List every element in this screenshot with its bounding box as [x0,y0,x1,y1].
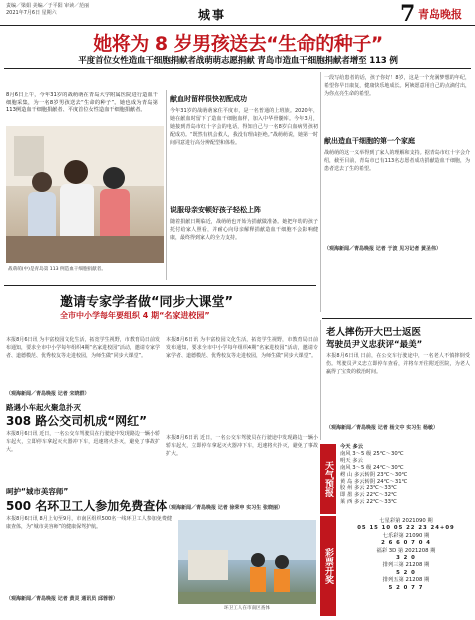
story3-byline: （观海新闻／青岛晚报 记者 徐荣申 实习生 张晓丽） [166,505,283,511]
weather-details [340,444,470,506]
section-title: 城事 [198,8,227,22]
lottery-row: 2 6 6 0 7 0 4 [381,540,431,547]
weather-row: 明天 多云 [340,457,363,464]
column-divider [166,90,167,280]
story2-text: 本报8月6日讯 为丰富校园文化生活，拓宽学生视野，市教育局日前发布通知，要求全市中小学每年组织4期“名家进校园”活动，邀请专家学者、道德模范、优秀校友等走进校园，为师生做“同步大课堂”。 [6,337,160,359]
story1-text-2: 随着捐献日期临近，战萌萌也开始为捐献做准备。她把年幼的孩子托付给家人照看，并耐心向母亲解释捐献造血干细胞不会影响健康，最终得到家人的全力支持。 [170,219,318,241]
story3-body [6,430,160,476]
story1-byline: （观海新闻／青岛晚报 记者 于波 见习记者 黄圣伟） [324,246,441,252]
story3-subheadline: 308 路公交司机成“网红” [6,414,148,428]
divider [4,68,471,69]
story3-continued-text: 本报8月6日讯 近日，一名公交车驾驶员在行驶途中发现路边一辆小轿车起火，立即停车拿起灭火器冲下车，迅速将火扑灭，避免了事故扩大。 [166,435,318,457]
story3-text: 本报8月6日讯 近日，一名公交车驾驶员在行驶途中发现路边一辆小轿车起火，立即停车拿起灭火器冲下车，迅速将火扑灭，避免了事故扩大。 [6,431,160,453]
photo-caption: 战萌萌(中)是青岛第 113 例造血干细胞捐献者。 [8,267,106,272]
story2-headline: 邀请专家学者做“同步大课堂” [60,295,234,310]
story1-subhead-3: 献出造血干细胞的第一个家庭 [324,137,415,145]
story1-column-3 [324,74,470,263]
weather-row: 南风 3～5 级 24℃～30℃ [340,464,404,471]
page-number: 7 [400,1,416,27]
story4-byline: （观海新闻／青岛晚报 记者 黄灵 通讯员 邱蓉蓉） [6,596,118,602]
story4-body [6,515,172,613]
story2-continued-text: 本报8月6日讯 为丰富校园文化生活，拓宽学生视野，市教育局日前发布通知，要求全市中小学每年组织4期“名家进校园”活动，邀请专家学者、道德模范、优秀校友等走进校园，为师生做“同步大课堂”。 [166,337,318,359]
photo-illustration [178,520,316,604]
lottery-label: 彩票开奖 [320,516,336,616]
story1-text-3: 一段写给患者的话，孩子你好！8岁，这是一个充满梦想的年纪，希望你早日康复，健康快乐地成长。阿姨愿意用自己的点滴付出，为你点亮生命的希望。 [324,75,470,97]
story1-subhead-2: 说服母亲安顿好孩子轻松上阵 [170,206,261,214]
sanitation-photo [178,520,316,604]
date-line: 2021年7月6日 星期六 [6,10,57,16]
lottery-details [342,518,470,592]
divider [4,285,316,286]
story4-text: 本报8月6日讯 8月上旬至9月，市南区组织500名一线环卫工人参加免费健康查体，为“城市美容师”的健康保驾护航。 [6,516,172,530]
divider [322,318,472,319]
lottery-row: 排列五第 21208 期 [382,577,430,584]
lottery-row: 福彩 3D 第 2021208 期 [376,547,436,554]
lead-paragraph: 8月6日上午，今年31岁的战萌萌在青岛大学附属医院进行造血干细胞采集，为一名8岁男孩送去“生命的种子”。她也成为青岛第113例造血干细胞捐献者、平度首位女性造血干细胞捐献者。 [6,92,158,114]
weather-label: 天气预报 [320,444,336,514]
weather-row: 胶 州 多云 23℃～33℃ [340,485,397,492]
story3-headline: 路遇小车起火聚急扑灭 [6,403,81,412]
story2-byline: （观海新闻／青岛晚报 记者 宋晓群） [6,391,90,397]
story2-body [6,336,160,400]
lottery-box [320,516,471,616]
weather-row: 南风 3～5 级 25℃～30℃ [340,450,404,457]
weather-row: 黄 岛 多云转阴 24℃～31℃ [340,478,408,485]
page-header [0,0,475,26]
weather-row: 崂 山 多云转阴 23℃～30℃ [340,471,408,478]
photo-bottom-caption: 环卫工人在市南区查体 [224,606,270,611]
story2-subheadline: 全市中小学每年要组织 4 期“名家进校园” [60,311,210,320]
newspaper-logo: 青岛晚报 [418,8,462,21]
editor-credits [6,3,89,17]
lottery-row: 5 2 0 7 7 [388,584,424,591]
weather-row: 莱 西 多云 22℃～33℃ [340,499,397,506]
story1-column-2 [170,92,318,274]
lottery-row: 七乐彩第 21090 期 [382,532,430,539]
main-headline: 她将为 8 岁男孩送去“生命的种子” [93,33,383,55]
photo-illustration [6,126,164,263]
weather-box [320,444,471,514]
story2-3-continuation [166,336,318,514]
main-subheadline: 平度首位女性造血干细胞捐献者战萌萌志愿捐献 青岛市造血干细胞捐献者增至 113 例 [78,56,398,66]
story1-text-1: 今年31岁的战萌萌家住平度市，是一名普通的上班族。2020年，她在献血时留下了造血干细胞血样，加入中华骨髓库。今年3月，她接到青岛市红十字会的电话，得知自己与一名8岁白血病男孩初配成功。“既然有机会救人，我没有理由拒绝。”战萌萌说，她第一时间同意进行高分辨配型和体检。 [170,108,318,146]
column-divider [320,320,321,440]
story4-headline: 呵护“城市美容师” [6,487,69,496]
story5-byline: （观海新闻／青岛晚报 记者 杨文中 实习生 杨敏） [326,425,438,431]
donor-photo [6,126,164,263]
story5-headline: 老人摔伤开大巴士返医 [326,327,422,338]
weather-today: 今天 多云 [340,444,364,450]
lottery-row: 5 2 0 [396,569,416,576]
story1-text-4: 战萌萌的这一义举得到了家人的理解和支持。据青岛市红十字会介绍，截至目前，青岛市已有113名志愿者成功捐献造血干细胞，为患者送去了生的希望。 [324,150,470,172]
lottery-row: 排列三第 21208 期 [382,562,430,569]
weather-row: 即 墨 多云 22℃～32℃ [340,492,397,499]
column-divider [320,72,321,312]
lottery-row: 3 2 0 [396,555,416,562]
story1-subhead-1: 献血时留样很快初配成功 [170,95,247,103]
lottery-row: 05 15 10 05 22 23 24+09 [357,525,455,532]
lottery-row: 七星彩第 2021090 期 [379,518,433,524]
story5-body [326,352,470,438]
story5-subheadline: 驾驶员尹义忠获评“最美” [326,340,423,350]
editor-line: 责编／梁娟 美编／于平阳 审读／范丽 [6,3,90,9]
story5-text: 本报8月6日讯 日前，在公交车行驶途中，一名老人不慎摔倒受伤。驾驶员尹义忠立即停车查看，并将车开往附近医院，为老人赢得了宝贵的救治时间。 [326,353,470,375]
story4-subheadline: 500 名环卫工人参加免费查体 [6,499,168,513]
